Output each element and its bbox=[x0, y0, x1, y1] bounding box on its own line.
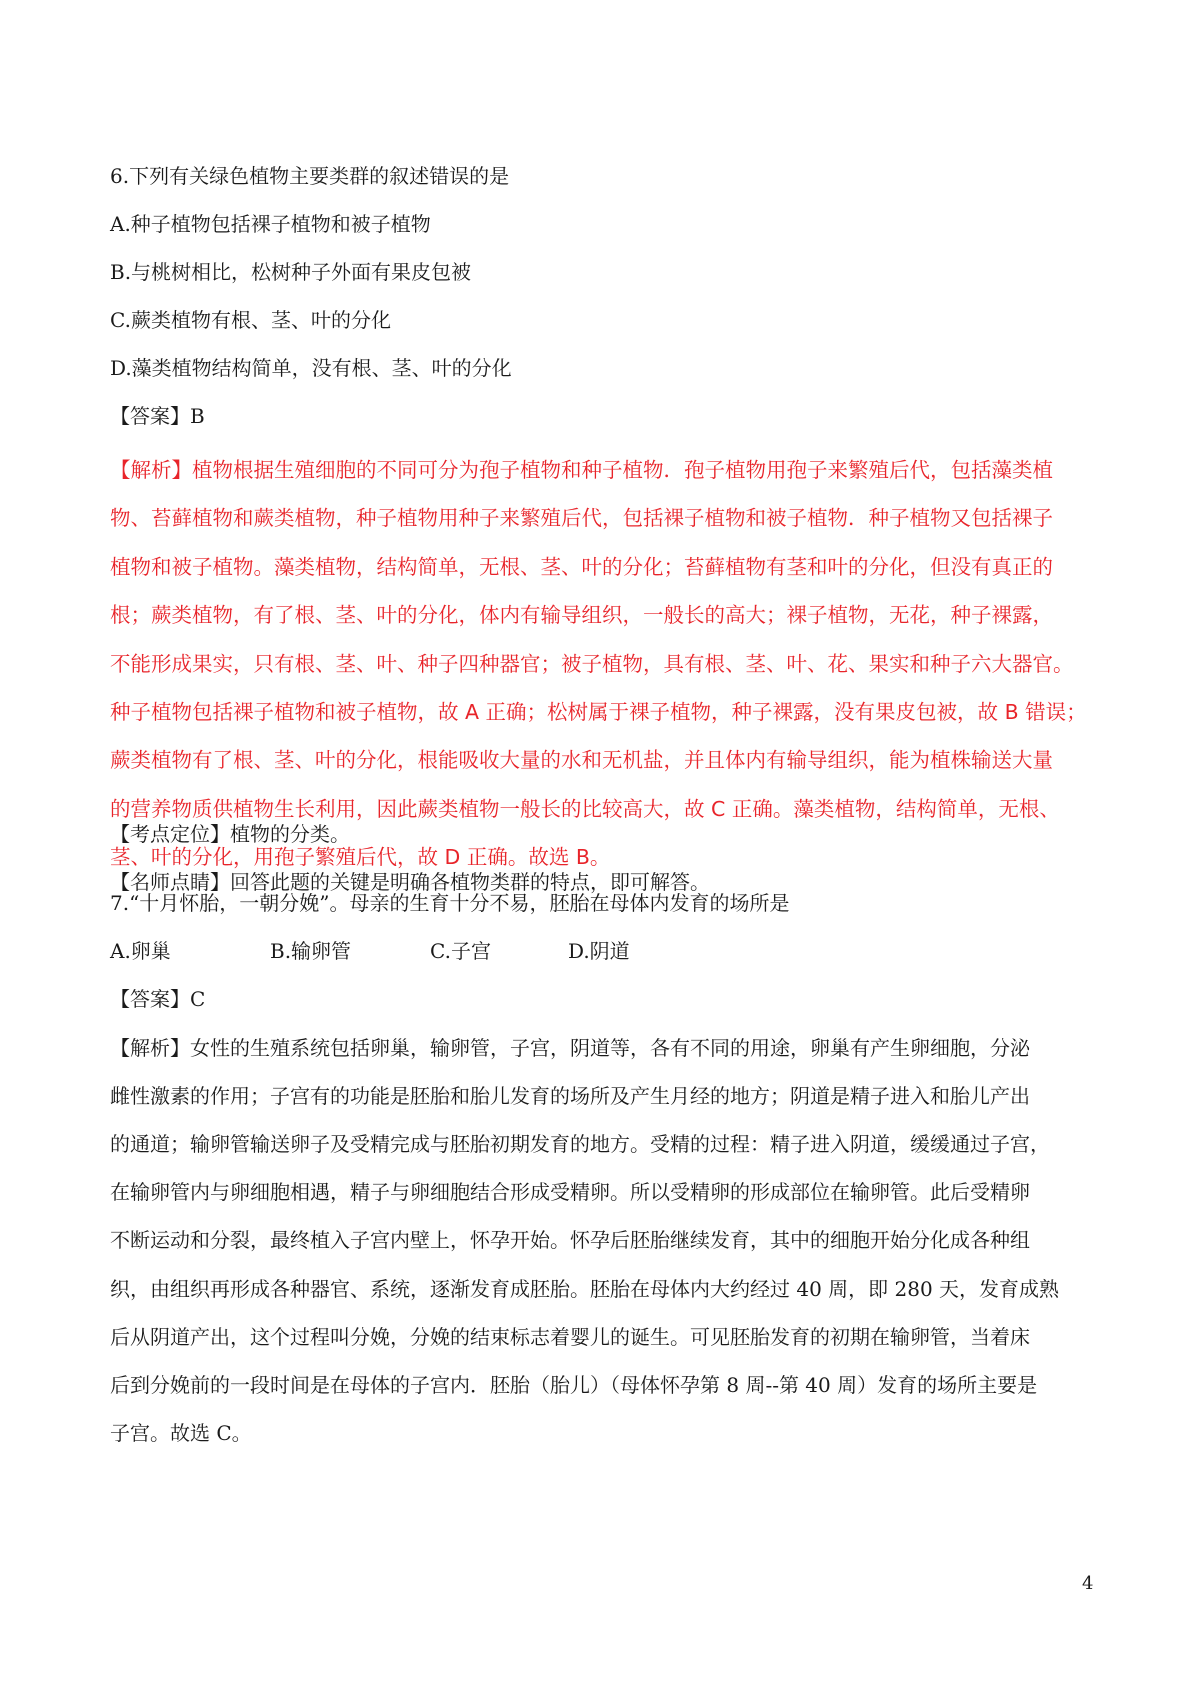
question-7-option-b: B.输卵管 bbox=[270, 939, 352, 964]
analysis-line: 雌性激素的作用；子宫有的功能是胚胎和胎儿发育的场所及产生月经的地方；阴道是精子进入和胎儿产出 bbox=[110, 1083, 1030, 1108]
question-7-option-d: D.阴道 bbox=[568, 939, 630, 964]
analysis-line: 在输卵管内与卵细胞相遇，精子与卵细胞结合形成受精卵。所以受精卵的形成部位在输卵管。此后受精卵 bbox=[110, 1180, 1030, 1205]
question-7-option-c: C.子宫 bbox=[430, 939, 491, 964]
analysis-line: 【解析】植物根据生殖细胞的不同可分为孢子植物和种子植物．孢子植物用孢子来繁殖后代，包括藻类植 bbox=[110, 458, 1053, 482]
question-7-option-a: A.卵巢 bbox=[110, 939, 171, 964]
kaodian-dingwei: 【考点定位】植物的分类。 bbox=[110, 822, 350, 846]
question-6-option-d: D.藻类植物结构简单，没有根、茎、叶的分化 bbox=[110, 356, 512, 380]
question-6-option-c: C.蕨类植物有根、茎、叶的分化 bbox=[110, 308, 391, 332]
analysis-line: 后从阴道产出，这个过程叫分娩，分娩的结束标志着婴儿的诞生。可见胚胎发育的初期在输卵管，当着床 bbox=[110, 1324, 1030, 1349]
analysis-line: 【解析】女性的生殖系统包括卵巢，输卵管，子宫，阴道等，各有不同的用途，卵巢有产生卵细胞，分泌 bbox=[110, 1035, 1030, 1060]
page-number: 4 bbox=[1082, 1573, 1094, 1594]
question-6-stem: 6.下列有关绿色植物主要类群的叙述错误的是 bbox=[110, 164, 510, 188]
question-6-option-a: A.种子植物包括裸子植物和被子植物 bbox=[110, 212, 431, 236]
analysis-line: 不断运动和分裂，最终植入子宫内壁上，怀孕开始。怀孕后胚胎继续发育，其中的细胞开始分化成各种组 bbox=[110, 1228, 1030, 1253]
analysis-line: 织，由组织再形成各种器官、系统，逐渐发育成胚胎。胚胎在母体内大约经过 40 周，即 280 天，发育成熟 bbox=[110, 1276, 1060, 1301]
analysis-line: 根；蕨类植物，有了根、茎、叶的分化，体内有输导组织，一般长的高大；裸子植物，无花，种子裸露， bbox=[110, 603, 1053, 628]
analysis-line: 植物和被子植物。藻类植物，结构简单，无根、茎、叶的分化；苔藓植物有茎和叶的分化，但没有真正的 bbox=[110, 554, 1053, 579]
analysis-line: 物、苔藓植物和蕨类植物，种子植物用种子来繁殖后代，包括裸子植物和被子植物．种子植物又包括裸子 bbox=[110, 506, 1053, 531]
analysis-line: 的通道；输卵管输送卵子及受精完成与胚胎初期发育的地方。受精的过程：精子进入阴道，缓缓通过子宫， bbox=[110, 1132, 1050, 1157]
analysis-line: 种子植物包括裸子植物和被子植物，故 A 正确；松树属于裸子植物，种子裸露，没有果皮包被，故 B 错误； bbox=[110, 700, 1087, 725]
analysis-line: 茎、叶的分化，用孢子繁殖后代，故 D 正确。故选 B。 bbox=[110, 845, 611, 870]
question-6-answer: 【答案】B bbox=[110, 404, 205, 428]
analysis-line: 不能形成果实，只有根、茎、叶、种子四种器官；被子植物，具有根、茎、叶、花、果实和种子六大器官。 bbox=[110, 651, 1074, 676]
question-7-options bbox=[110, 927, 1110, 975]
analysis-line: 子宫。故选 C。 bbox=[110, 1421, 252, 1446]
analysis-line: 蕨类植物有了根、茎、叶的分化，根能吸收大量的水和无机盐，并且体内有输导组织，能为植株输送大量 bbox=[110, 748, 1053, 773]
analysis-line: 的营养物质供植物生长利用，因此蕨类植物一般长的比较高大，故 C 正确。藻类植物，结构简单，无根、 bbox=[110, 796, 1060, 821]
question-6 bbox=[110, 152, 1110, 440]
analysis-line: 后到分娩前的一段时间是在母体的子宫内．胚胎（胎儿）（母体怀孕第 8 周--第 40 周）发育的场所主要是 bbox=[110, 1373, 1038, 1398]
question-7-answer: 【答案】C bbox=[110, 987, 206, 1012]
question-6-option-b: B.与桃树相比，松树种子外面有果皮包被 bbox=[110, 260, 472, 284]
mingshi-dianjing: 【名师点睛】回答此题的关键是明确各植物类群的特点，即可解答。 bbox=[110, 870, 710, 894]
question-7 bbox=[110, 879, 1110, 1457]
question-7-stem: 7.“十月怀胎，一朝分娩”。母亲的生育十分不易，胚胎在母体内发育的场所是 bbox=[110, 891, 790, 915]
